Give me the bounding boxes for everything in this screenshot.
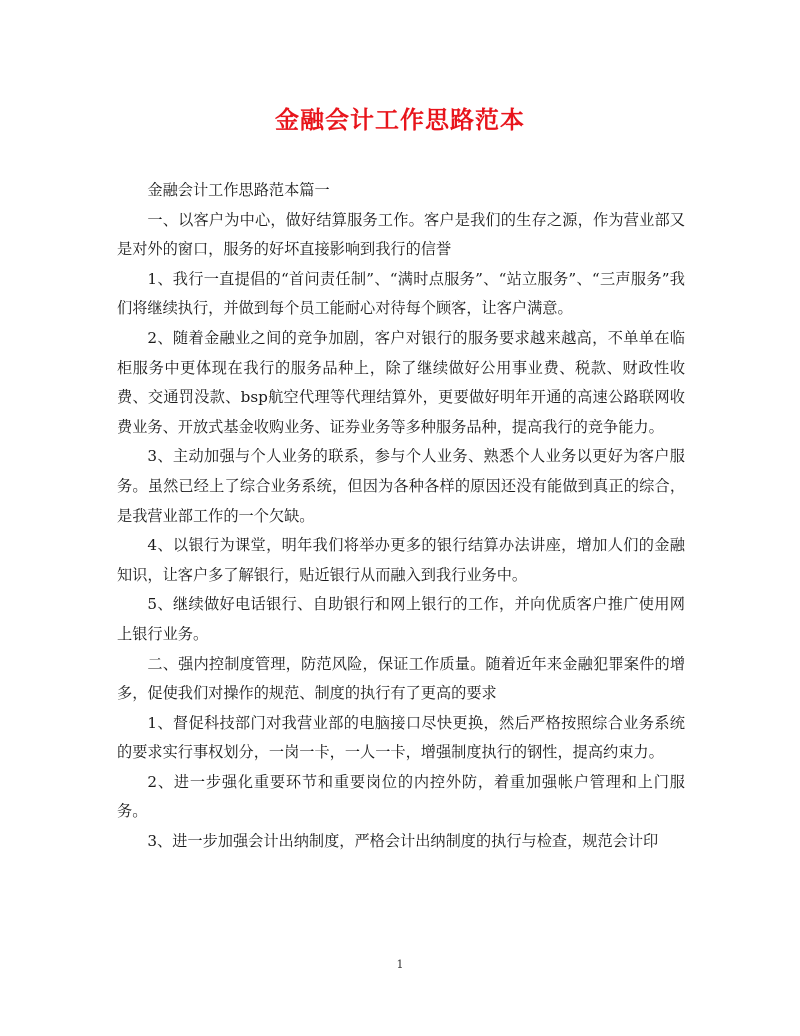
- paragraph-part-two-item-2: 2、进一步强化重要环节和重要岗位的内控外防，着重加强帐户管理和上门服务。: [117, 772, 685, 821]
- paragraph-part-two-item-1: 1、督促科技部门对我营业部的电脑接口尽快更换，然后严格按照综合业务系统的要求实行事权划分，一岗一卡，一人一卡，增强制度执行的钢性，提高约束力。: [117, 713, 685, 762]
- paragraph-item-4: 4、以银行为课堂，明年我们将举办更多的银行结算办法讲座，增加人们的金融知识，让客户多了解银行，贴近银行从而融入到我行业务中。: [117, 536, 685, 584]
- paragraph-item-2: 2、随着金融业之间的竞争加剧，客户对银行的服务要求越来越高，不单单在临柜服务中更体现在我行的服务品种上，除了继续做好公用事业费、税款、财政性收费、交通罚没款、bsp航空代理等代理结算外，更要做好明年开通的高速公路联网收费业务、开放式基金收购业务、证券业务等多种服务品种，提高我行的竞争能力。: [117, 328, 685, 436]
- paragraph-item-3: 3、主动加强与个人业务的联系，参与个人业务、熟悉个人业务以更好为客户服务。虽然已经上了综合业务系统，但因为各种各样的原因还没有能做到真正的综合，是我营业部工作的一个欠缺。: [117, 447, 685, 525]
- page-number: 1: [396, 958, 404, 971]
- paragraph-section-heading: 金融会计工作思路范本篇一: [147, 181, 330, 199]
- paragraph-part-two: 二、强内控制度管理，防范风险，保证工作质量。随着近年来金融犯罪案件的增多，促使我们对操作的规范、制度的执行有了更高的要求: [117, 654, 685, 703]
- document-title: 金融会计工作思路范本: [275, 105, 525, 134]
- document-body: [117, 176, 685, 857]
- paragraph-item-1: 1、我行一直提倡的“首问责任制”、“满时点服务”、“站立服务”、“三声服务”我们将继续执行，并做到每个员工能耐心对待每个顾客，让客户满意。: [117, 269, 685, 318]
- paragraph-part-one: 一、以客户为中心，做好结算服务工作。客户是我们的生存之源，作为营业部又是对外的窗口，服务的好坏直接影响到我行的信誉: [117, 210, 685, 259]
- paragraph-item-5: 5、继续做好电话银行、自助银行和网上银行的工作，并向优质客户推广使用网上银行业务。: [117, 595, 685, 643]
- paragraph-part-two-item-3: 3、进一步加强会计出纳制度，严格会计出纳制度的执行与检查，规范会计印: [147, 832, 659, 851]
